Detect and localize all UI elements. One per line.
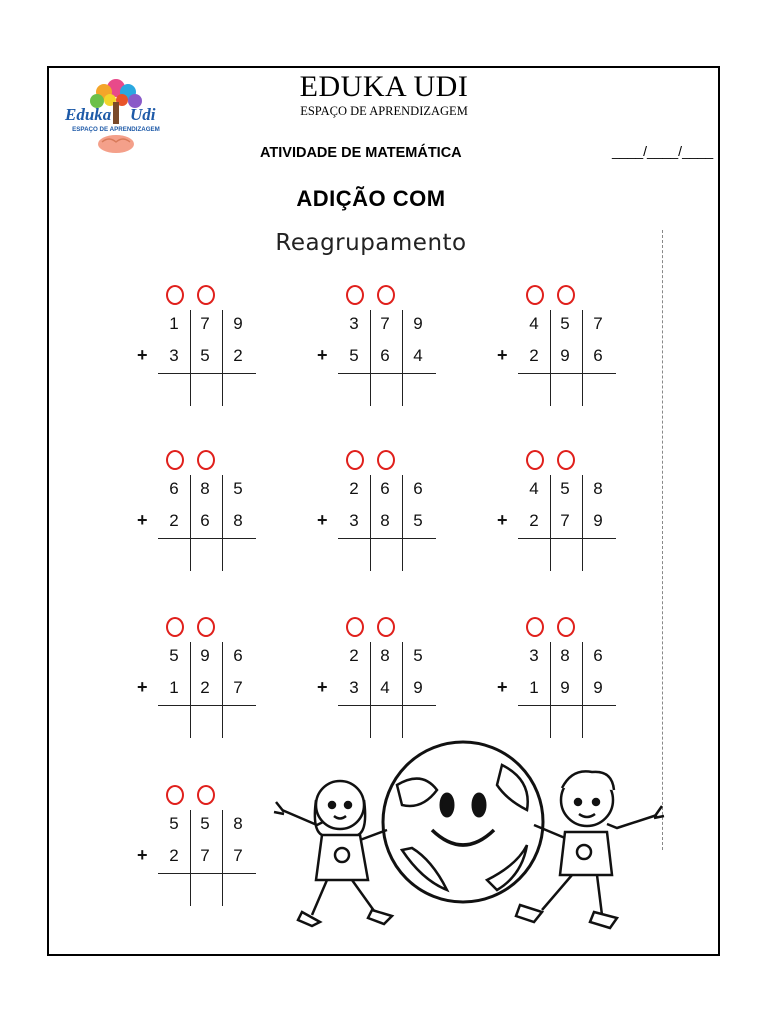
bottom-digit: 5: [200, 346, 210, 365]
carry-circle[interactable]: [197, 617, 215, 637]
carry-circle[interactable]: [557, 450, 575, 470]
svg-text:ESPAÇO DE APRENDIZAGEM: ESPAÇO DE APRENDIZAGEM: [72, 126, 160, 133]
carry-circle[interactable]: [377, 617, 395, 637]
carry-circle[interactable]: [526, 285, 544, 305]
plus-sign: +: [137, 845, 148, 865]
answer-area[interactable]: [158, 375, 256, 405]
top-digit: 5: [200, 814, 210, 833]
top-digit: 6: [413, 479, 423, 498]
answer-area[interactable]: [518, 707, 616, 737]
top-digit: 7: [593, 314, 603, 333]
plus-sign: +: [317, 510, 328, 530]
bottom-digit: 9: [560, 678, 570, 697]
bottom-digit: 7: [233, 678, 243, 697]
sum-line: [158, 705, 256, 706]
top-digit: 8: [200, 479, 210, 498]
answer-area[interactable]: [158, 540, 256, 570]
top-digit: 1: [169, 314, 179, 333]
bottom-digit: 6: [200, 511, 210, 530]
bottom-digit: 8: [380, 511, 390, 530]
sum-line: [338, 705, 436, 706]
top-digit: 2: [349, 479, 359, 498]
addition-problem: [317, 285, 487, 415]
carry-circle[interactable]: [166, 285, 184, 305]
addition-problem: [317, 450, 487, 580]
bottom-digit: 3: [349, 678, 359, 697]
activity-title: ATIVIDADE DE MATEMÁTICA: [260, 145, 462, 161]
top-digit: 9: [413, 314, 423, 333]
plus-sign: +: [497, 677, 508, 697]
bottom-digit: 2: [233, 346, 243, 365]
plus-sign: +: [497, 345, 508, 365]
bottom-digit: 2: [529, 346, 539, 365]
top-digit: 6: [233, 646, 243, 665]
top-digit: 6: [380, 479, 390, 498]
top-digit: 4: [529, 314, 539, 333]
bottom-digit: 2: [169, 846, 179, 865]
carry-circle[interactable]: [557, 617, 575, 637]
plus-sign: +: [497, 510, 508, 530]
top-digit: 5: [413, 646, 423, 665]
bottom-digit: 7: [200, 846, 210, 865]
carry-circle[interactable]: [526, 617, 544, 637]
top-digit: 9: [233, 314, 243, 333]
bottom-digit: 2: [200, 678, 210, 697]
addition-problem: [137, 285, 307, 415]
bottom-digit: 5: [413, 511, 423, 530]
carry-circle[interactable]: [166, 617, 184, 637]
brain-icon: [98, 135, 134, 153]
svg-text:Eduka: Eduka: [65, 105, 112, 124]
carry-circle[interactable]: [166, 450, 184, 470]
answer-area[interactable]: [338, 375, 436, 405]
answer-area[interactable]: [338, 540, 436, 570]
carry-circle[interactable]: [377, 450, 395, 470]
bottom-digit: 8: [233, 511, 243, 530]
carry-circle[interactable]: [346, 285, 364, 305]
sum-line: [338, 538, 436, 539]
bottom-digit: 6: [593, 346, 603, 365]
plus-sign: +: [137, 345, 148, 365]
top-digit: 5: [560, 479, 570, 498]
bottom-digit: 4: [413, 346, 423, 365]
svg-text:Udi: Udi: [130, 105, 156, 124]
girl-figure: [274, 781, 392, 926]
bottom-digit: 5: [349, 346, 359, 365]
carry-circle[interactable]: [526, 450, 544, 470]
answer-area[interactable]: [518, 540, 616, 570]
top-digit: 7: [200, 314, 210, 333]
kids-earth-illustration: [272, 740, 667, 940]
sum-line: [518, 538, 616, 539]
carry-circle[interactable]: [166, 785, 184, 805]
carry-circle[interactable]: [346, 450, 364, 470]
bottom-digit: 9: [593, 678, 603, 697]
bottom-digit: 9: [560, 346, 570, 365]
sum-line: [158, 538, 256, 539]
top-digit: 5: [233, 479, 243, 498]
answer-area[interactable]: [158, 707, 256, 737]
carry-circle[interactable]: [377, 285, 395, 305]
bottom-digit: 1: [169, 678, 179, 697]
addition-problem: [497, 450, 667, 580]
plus-sign: +: [317, 345, 328, 365]
bottom-digit: 6: [380, 346, 390, 365]
top-digit: 4: [529, 479, 539, 498]
date-field: ____/____/____: [612, 143, 714, 159]
answer-area[interactable]: [338, 707, 436, 737]
bottom-digit: 9: [413, 678, 423, 697]
top-digit: 3: [349, 314, 359, 333]
top-digit: 5: [560, 314, 570, 333]
bottom-digit: 4: [380, 678, 390, 697]
top-digit: 9: [200, 646, 210, 665]
answer-area[interactable]: [158, 875, 256, 905]
carry-circle[interactable]: [346, 617, 364, 637]
sum-line: [158, 373, 256, 374]
carry-circle[interactable]: [197, 285, 215, 305]
bottom-digit: 7: [560, 511, 570, 530]
top-digit: 8: [593, 479, 603, 498]
worksheet-title: ADIÇÃO COM: [296, 186, 446, 211]
plus-sign: +: [137, 510, 148, 530]
carry-circle[interactable]: [197, 450, 215, 470]
worksheet-subtitle: Reagrupamento: [275, 230, 467, 256]
top-digit: 6: [593, 646, 603, 665]
top-digit: 7: [380, 314, 390, 333]
top-digit: 5: [169, 814, 179, 833]
school-subtitle: ESPAÇO DE APRENDIZAGEM: [300, 104, 468, 118]
carry-circle[interactable]: [197, 785, 215, 805]
bottom-digit: 3: [169, 346, 179, 365]
earth-icon: [383, 742, 543, 902]
bottom-digit: 9: [593, 511, 603, 530]
top-digit: 8: [560, 646, 570, 665]
bottom-digit: 3: [349, 511, 359, 530]
top-digit: 5: [169, 646, 179, 665]
addition-problem: [137, 450, 307, 580]
top-digit: 2: [349, 646, 359, 665]
bottom-digit: 1: [529, 678, 539, 697]
sum-line: [338, 373, 436, 374]
bottom-digit: 7: [233, 846, 243, 865]
top-digit: 6: [169, 479, 179, 498]
school-name: EDUKA UDI: [299, 70, 469, 103]
answer-area[interactable]: [518, 375, 616, 405]
carry-circle[interactable]: [557, 285, 575, 305]
plus-sign: +: [137, 677, 148, 697]
bottom-digit: 2: [169, 511, 179, 530]
sum-line: [158, 873, 256, 874]
addition-problem: [137, 617, 307, 747]
addition-problem: [497, 617, 667, 747]
addition-problem: [317, 617, 487, 747]
top-digit: 8: [380, 646, 390, 665]
addition-problem: [497, 285, 667, 415]
plus-sign: +: [317, 677, 328, 697]
bottom-digit: 2: [529, 511, 539, 530]
top-digit: 3: [529, 646, 539, 665]
top-digit: 8: [233, 814, 243, 833]
sum-line: [518, 373, 616, 374]
sum-line: [518, 705, 616, 706]
